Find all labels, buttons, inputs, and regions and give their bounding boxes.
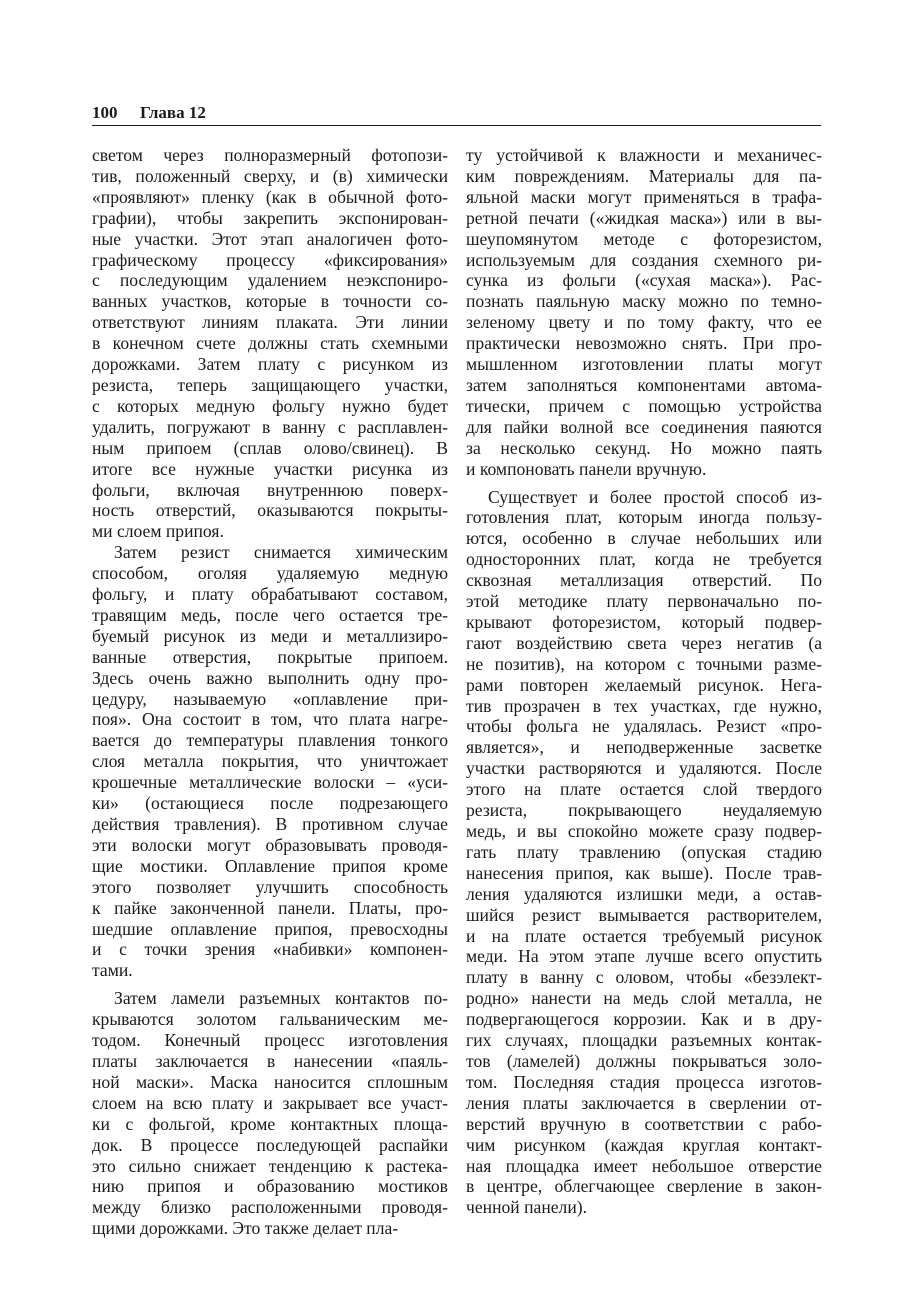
- text-line: этого позволяет улучшить способность: [92, 876, 448, 897]
- text-line: родно» нанести на медь слой металла, не: [466, 988, 822, 1009]
- text-line: слоем на всю плату и закрывает все участ-: [92, 1092, 448, 1113]
- text-line: мышленном изготовлении платы могут: [466, 354, 822, 375]
- text-line: познать паяльную маску можно по темно-: [466, 291, 822, 312]
- text-line: ту устойчивой к влажности и механичес-: [466, 145, 822, 165]
- text-line: ной маски». Маска наносится сплошным: [92, 1071, 448, 1092]
- text-line: фольги, включая внутреннюю поверх-: [92, 479, 448, 500]
- text-line: и на плате остается требуемый рисунок: [466, 925, 822, 946]
- text-line: ванные отверстия, покрытые припоем.: [92, 646, 448, 667]
- text-line: слоя металла покрытия, что уничтожает: [92, 751, 448, 772]
- text-line: резиста, покрывающего неудаляемую: [466, 800, 822, 821]
- text-line: шедшие оплавление припоя, превосходны: [92, 918, 448, 939]
- text-line: док. В процессе последующей распайки: [92, 1134, 448, 1155]
- text-line: ные участки. Этот этап аналогичен фото-: [92, 228, 448, 249]
- text-line: светом через полноразмерный фотопози-: [92, 145, 448, 165]
- text-line: ность отверстий, оказываются покрыты-: [92, 500, 448, 521]
- text-line: зеленому цвету и по тому факту, что ее: [466, 312, 822, 333]
- text-line: затем заполняться компонентами автома-: [466, 374, 822, 395]
- text-line: ки с фольгой, кроме контактных площа-: [92, 1113, 448, 1134]
- text-line: для пайки волной все соединения паяются: [466, 416, 822, 437]
- text-line: буемый рисунок из меди и металлизиро-: [92, 625, 448, 646]
- text-line: платы заключается в нанесении «паяль-: [92, 1050, 448, 1071]
- text-line: гать плату травлению (опуская стадию: [466, 841, 822, 862]
- text-line: поя». Она состоит в том, что плата нагре-: [92, 709, 448, 730]
- text-line: между близко расположенными проводя-: [92, 1197, 448, 1218]
- text-line: ми слоем припоя.: [92, 521, 224, 542]
- text-line: ченной панели).: [466, 1197, 587, 1218]
- text-line: ются, особенно в случае небольших или: [466, 528, 822, 549]
- text-line: ным припоем (сплав олово/свинец). В: [92, 437, 448, 458]
- text-line: действия травления). В противном случае: [92, 814, 448, 834]
- text-line: «проявляют» пленку (как в обычной фото-: [92, 186, 448, 207]
- text-line: том. Последняя стадия процесса изготов-: [466, 1071, 822, 1092]
- text-line: подвергающегося коррозии. Как и в дру-: [466, 1009, 822, 1030]
- page-header: [92, 101, 821, 126]
- text-line: является», и неподверженные засветке: [466, 737, 822, 758]
- text-line: крывают фоторезистом, который подвер-: [466, 611, 822, 632]
- text-line: тодом. Конечный процесс изготовления: [92, 1030, 448, 1051]
- right-column: [466, 145, 822, 1218]
- text-line: это сильно снижает тенденцию к растека-: [92, 1155, 448, 1176]
- text-line: используемым для создания схемного ри-: [466, 249, 822, 270]
- text-line: вается до температуры плавления тонкого: [92, 730, 448, 751]
- text-line: ки» (остающиеся после подрезающего: [92, 793, 448, 814]
- left-column: [92, 145, 448, 1239]
- text-line: этого на плате остается слой твердого: [466, 779, 822, 800]
- text-line: гих случаях, площадки разъемных контак-: [466, 1030, 822, 1051]
- text-line: Существует и более простой способ из-: [488, 486, 822, 507]
- text-line: щие мостики. Оплавление припоя кроме: [92, 855, 448, 876]
- text-line: готовления плат, которым иногда пользу-: [466, 507, 822, 528]
- text-line: ления платы заключается в сверлении от-: [466, 1092, 822, 1113]
- text-line: шеупомянутом методе с фоторезистом,: [466, 228, 822, 249]
- text-line: тами.: [92, 960, 133, 981]
- text-line: участки растворяются и удаляются. После: [466, 758, 822, 779]
- text-line: Здесь очень важно выполнить одну про-: [92, 667, 448, 688]
- text-line: с которых медную фольгу нужно будет: [92, 395, 448, 416]
- text-line: за несколько секунд. Но можно паять: [466, 437, 822, 458]
- text-line: этой методике плату первоначально по-: [466, 591, 822, 612]
- text-line: тов (ламелей) должны покрываться золо-: [466, 1050, 822, 1071]
- text-line: и с точки зрения «набивки» компонен-: [92, 939, 448, 960]
- text-line: Затем резист снимается химическим: [114, 542, 448, 563]
- text-line: чтобы фольга не удалялась. Резист «про-: [466, 716, 822, 737]
- text-line: удалить, погружают в ванну с расплавлен-: [92, 416, 448, 437]
- text-line: меди. На этом этапе лучше всего опустить: [466, 946, 822, 967]
- text-line: цедуру, называемую «оплавление при-: [92, 688, 448, 709]
- text-line: нанесения припоя, как выше). После трав-: [466, 862, 822, 883]
- text-line: фольгу, и плату обрабатывают составом,: [92, 584, 448, 605]
- text-line: плату в ванну с оловом, чтобы «безэлект-: [466, 967, 822, 988]
- text-line: ления удаляются излишки меди, а остав-: [466, 883, 822, 904]
- text-line: травящим медь, после чего остается тре-: [92, 604, 448, 625]
- text-line: ванных участков, которые в точности со-: [92, 291, 448, 312]
- text-line: верстий вручную в соответствии с рабо-: [466, 1113, 822, 1134]
- text-line: медь, и вы спокойно можете сразу подвер-: [466, 821, 822, 841]
- text-line: тив, положенный сверху, и (в) химически: [92, 165, 448, 186]
- text-line: рами повторен желаемый рисунок. Нега-: [466, 674, 822, 695]
- text-line: эти волоски могут образовывать проводя-: [92, 834, 448, 855]
- text-line: односторонних плат, когда не требуется: [466, 549, 822, 570]
- text-line: сунка из фольги («сухая маска»). Рас-: [466, 270, 822, 291]
- text-line: графическому процессу «фиксирования»: [92, 249, 448, 270]
- text-line: ким повреждениям. Материалы для па-: [466, 165, 822, 186]
- text-line: щими дорожками. Это также делает пла-: [92, 1218, 399, 1239]
- chapter-title: Глава 12: [140, 103, 206, 122]
- text-line: крываются золотом гальваническим ме-: [92, 1009, 448, 1030]
- text-line: крошечные металлические волоски – «уси-: [92, 772, 448, 793]
- text-line: к пайке законченной панели. Платы, про-: [92, 897, 448, 918]
- page-number: 100: [92, 103, 118, 122]
- text-line: ретной печати («жидкая маска») или в вы-: [466, 207, 822, 228]
- text-line: Затем ламели разъемных контактов по-: [114, 988, 448, 1009]
- text-line: ная площадка имеет небольшое отверстие: [466, 1155, 822, 1176]
- text-line: с последующим удалением неэкспониро-: [92, 270, 448, 291]
- text-line: графии), чтобы закрепить экспонирован-: [92, 207, 448, 228]
- text-line: резиста, теперь защищающего участки,: [92, 374, 448, 395]
- text-line: не позитив), на котором с точными разме-: [466, 653, 822, 674]
- text-line: сквозная металлизация отверстий. По: [466, 570, 822, 591]
- text-line: гают воздействию света через негатив (а: [466, 632, 822, 653]
- text-line: шийся резист вымывается растворителем,: [466, 904, 822, 925]
- text-line: ответствуют линиям плаката. Эти линии: [92, 312, 448, 333]
- text-line: и компоновать панели вручную.: [466, 458, 707, 479]
- text-line: в центре, облегчающее сверление в закон-: [466, 1176, 822, 1197]
- text-line: нию припоя и образованию мостиков: [92, 1176, 448, 1197]
- text-line: яльной маски могут применяться в трафа-: [466, 186, 822, 207]
- text-line: практически невозможно снять. При про-: [466, 333, 822, 354]
- text-line: итоге все нужные участки рисунка из: [92, 458, 448, 479]
- text-line: в конечном счете должны стать схемными: [92, 333, 448, 354]
- text-line: дорожками. Затем плату с рисунком из: [92, 354, 448, 375]
- text-line: тически, причем с помощью устройства: [466, 395, 822, 416]
- text-line: способом, оголяя удаляемую медную: [92, 563, 448, 584]
- text-line: тив прозрачен в тех участках, где нужно,: [466, 695, 822, 716]
- text-line: чим рисунком (каждая круглая контакт-: [466, 1134, 822, 1155]
